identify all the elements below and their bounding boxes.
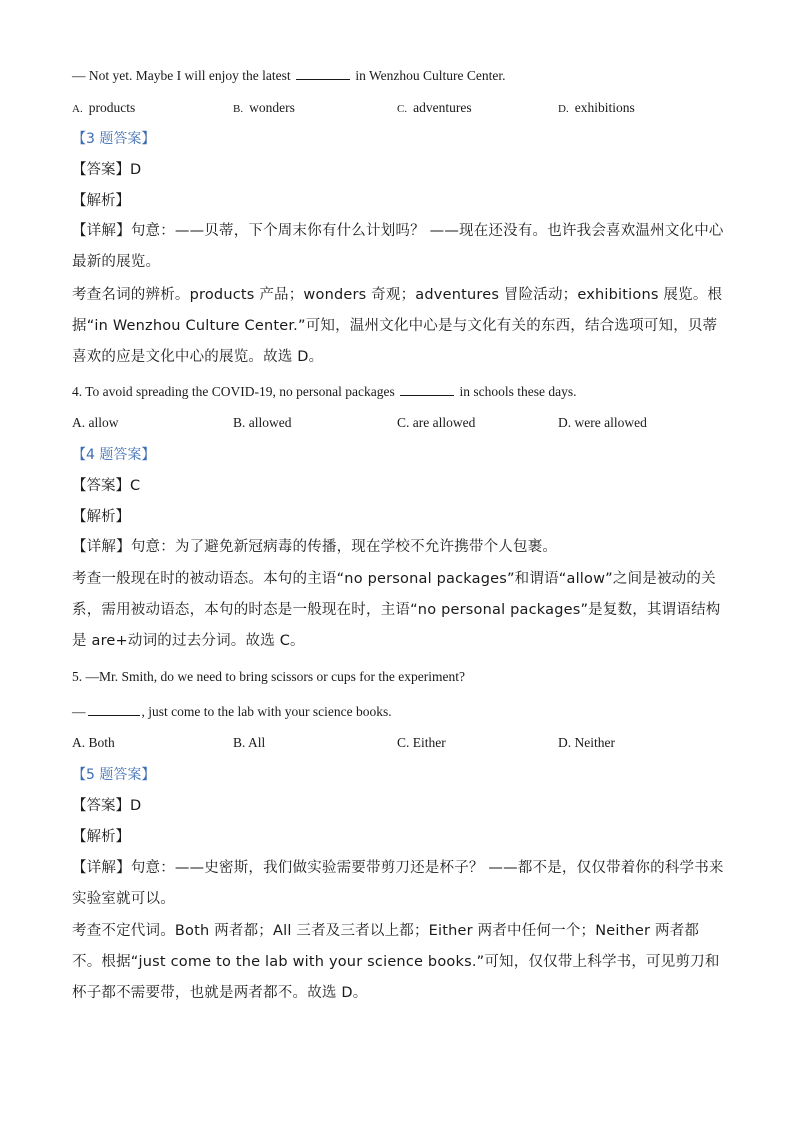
q4-blank — [400, 383, 454, 396]
q4-option-d: D. were allowed — [558, 415, 647, 430]
q4-option-c: C. are allowed — [397, 415, 476, 430]
q4-explanation: 考查一般现在时的被动语态。本句的主语“no personal packages”和谓语“allow”之间是被动的关系，需用被动语态，本句的时态是一般现在时，主语“no personal packages”是复数，其谓语结构是 are+动词的过去分词。故选 C。 — [72, 571, 721, 649]
q5-dash: — — [72, 704, 86, 719]
q5-stem-line2 — [72, 702, 732, 722]
q5-detail — [72, 853, 724, 915]
q5-analysis-header: 【解析】 — [72, 829, 130, 845]
q3-blank — [296, 67, 350, 80]
q5-blank — [88, 703, 140, 716]
q5-stem-suffix: , just come to the lab with your science books. — [141, 704, 392, 719]
q5-option-c: C. Either — [397, 735, 446, 750]
q5-answer-label: 【答案】 — [72, 798, 130, 814]
q4-answer-value: C — [130, 478, 141, 494]
q4-option-a: A. allow — [72, 415, 119, 430]
q5-option-d: D. Neither — [558, 735, 615, 750]
q4-stem-prefix: 4. To avoid spreading the COVID-19, no personal packages — [72, 384, 395, 399]
q4-stem-suffix: in schools these days. — [459, 384, 577, 399]
q3-explanation: 考查名词的辨析。products 产品；wonders 奇观；adventures 冒险活动；exhibitions 展览。根据“in Wenzhou Culture Center.”可知，温州文化中心是与文化有关的东西，结合选项可知，贝蒂喜欢的应是文化中心的展览。故选 D。 — [72, 287, 723, 365]
q4-stem — [72, 382, 732, 402]
q4-answer — [72, 476, 732, 496]
q3-option-c: C. adventures — [397, 100, 472, 115]
q5-answer-header: 【5 题答案】 — [72, 767, 156, 783]
q4-option-b: B. allowed — [233, 415, 292, 430]
q4-analysis-header: 【解析】 — [72, 509, 130, 525]
q5-answer-value: D — [130, 798, 142, 814]
q5-detail-text: 句意：——史密斯，我们做实验需要带剪刀还是杯子？ ——都不是，仅仅带着你的科学书来实验室就可以。 — [72, 860, 724, 907]
q5-explanation: 考查不定代词。Both 两者都；All 三者及三者以上都；Either 两者中任何一个；Neither 两者都不。根据“just come to the lab with your science books.”可知，仅仅带上科学书，可见剪刀和杯子都不需要带，也就是两者都不。故选 D。 — [72, 923, 720, 1001]
q5-detail-label: 【详解】 — [72, 860, 131, 876]
q3-stem — [72, 66, 732, 86]
q5-option-a: A. Both — [72, 735, 115, 750]
q3-option-b: B. wonders — [233, 100, 295, 115]
q3-option-a: A. products — [72, 100, 136, 115]
q3-detail-text: 句意：——贝蒂，下个周末你有什么计划吗？ ——现在还没有。也许我会喜欢温州文化中心最新的展览。 — [72, 223, 724, 270]
q4-detail-label: 【详解】 — [72, 539, 131, 555]
q3-answer-value: D — [130, 162, 142, 178]
q3-answer-header: 【3 题答案】 — [72, 131, 156, 147]
q4-detail-text: 句意：为了避免新冠病毒的传播，现在学校不允许携带个人包裹。 — [130, 539, 558, 555]
q4-answer-label: 【答案】 — [72, 478, 130, 494]
q3-detail — [72, 216, 724, 278]
q3-detail-label: 【详解】 — [72, 223, 131, 239]
q5-stem-line1: 5. —Mr. Smith, do we need to bring scissors or cups for the experiment? — [72, 669, 465, 684]
q3-analysis-header: 【解析】 — [72, 193, 130, 209]
q3-stem-suffix: in Wenzhou Culture Center. — [355, 68, 506, 83]
q4-detail — [72, 532, 724, 563]
q4-answer-header: 【4 题答案】 — [72, 447, 156, 463]
q3-answer — [72, 160, 732, 180]
q3-option-d: D. exhibitions — [558, 100, 635, 115]
q5-option-b: B. All — [233, 735, 266, 750]
q5-answer — [72, 796, 732, 816]
q3-answer-label: 【答案】 — [72, 162, 130, 178]
q3-stem-prefix: — Not yet. Maybe I will enjoy the latest — [72, 68, 291, 83]
